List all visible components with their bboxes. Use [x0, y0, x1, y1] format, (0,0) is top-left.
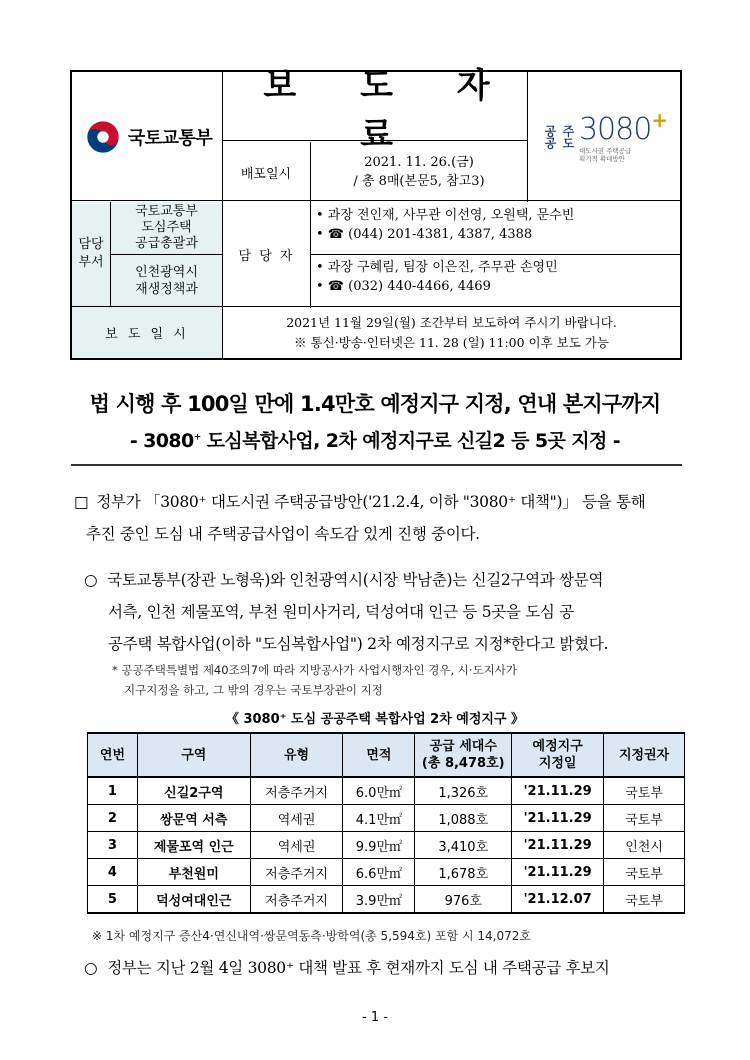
paragraph-2-line-1: 국토교통부(장관 노형욱)와 인천광역시(시장 박남춘)는 신길2구역과 쌍문역 [107, 571, 604, 589]
logo-3080-word1: 공공 [542, 125, 557, 149]
table-cell: '21.11.29 [512, 777, 604, 805]
table-cell: 6.0만㎡ [343, 777, 415, 805]
table-cell: 2 [88, 805, 138, 832]
department-label: 담당 부서 [72, 202, 110, 306]
table-cell: 저층주거지 [250, 777, 343, 805]
designated-districts-table [87, 732, 685, 914]
table-cell: '21.11.29 [512, 859, 604, 886]
table-cell: 6.6만㎡ [343, 859, 415, 886]
release-date-cell [310, 142, 528, 202]
broadcast-note: ※ 통신·방송·인터넷은 11. 28 (일) 11:00 이후 보도 가능 [294, 334, 609, 350]
report-time: 2021년 11월 29일(월) 조간부터 보도하여 주시기 바랍니다. [286, 314, 617, 330]
table-cell: 신길2구역 [137, 777, 250, 805]
footnote-1 [112, 660, 692, 700]
paragraph-2-line-3: 공주택 복합사업(이하 "도심복합사업") 2차 예정지구로 지정*한다고 밝혔다. [108, 635, 609, 653]
table-cell: 부천원미 [137, 859, 250, 886]
table-footnote: ※ 1차 예정지구 증산4·연신내역·쌍문역동측·방학역(총 5,594호) 포함 시 14,072호 [92, 929, 531, 943]
report-time-label: 보 도 일 시 [72, 307, 222, 358]
paragraph-1-line-2: 추진 중인 도심 내 주택공급사업이 속도감 있게 진행 중이다. [86, 525, 480, 543]
table-cell: '21.11.29 [512, 805, 604, 832]
department-1: 국토교통부 도심주택 공급총괄과 [111, 202, 222, 254]
table-cell: '21.12.07 [512, 886, 604, 914]
table-cell: 국토부 [604, 886, 685, 914]
headline: 법 시행 후 100일 만에 1.4만호 예정지구 지정, 연내 본지구까지 [89, 392, 661, 416]
table-cell: '21.11.29 [512, 832, 604, 859]
table-cell: 국토부 [604, 777, 685, 805]
table-cell: 976호 [415, 886, 512, 914]
contact-1-names: • 과장 전인재, 사무관 이선영, 오원택, 문수빈 [316, 208, 575, 223]
table-cell: 3,410호 [415, 832, 512, 859]
contact-label: 담 당 자 [238, 248, 295, 264]
table-cell: 제물포역 인근 [137, 832, 250, 859]
table-header: 연번 [88, 733, 138, 777]
ministry-name: 국토교통부 [127, 128, 213, 149]
page-number: - 1 - [362, 1010, 388, 1025]
ministry-logo [84, 118, 212, 156]
taegeuk-emblem-icon [84, 118, 122, 156]
contact-1-phone: • ☎ (044) 201-4381, 4387, 4388 [316, 227, 533, 242]
table-row [88, 777, 685, 805]
table-header: 공급 세대수 (총 8,478호) [415, 733, 512, 777]
logo-3080-number: 3080 [578, 111, 652, 147]
table-cell: 9.9만㎡ [343, 832, 415, 859]
logo-3080-word2: 주도 [560, 125, 575, 149]
press-release-header [70, 66, 682, 360]
logo-3080 [542, 107, 669, 163]
logo-3080-plus: + [651, 107, 669, 132]
table-cell: 역세권 [250, 805, 343, 832]
page-count: / 총 8매(본문5, 참고3) [353, 174, 485, 189]
table-cell: 쌍문역 서측 [137, 805, 250, 832]
table-cell: 국토부 [604, 805, 685, 832]
table-caption: 《 3080⁺ 도심 공공주택 복합사업 2차 예정지구 》 [225, 712, 525, 727]
square-bullet-icon: □ [74, 493, 89, 511]
table-cell: 4 [88, 859, 138, 886]
subheadline [0, 426, 750, 453]
page-title: 보 도 자 료 [263, 66, 516, 155]
contact-2 [316, 258, 558, 296]
contact-2-names: • 과장 구혜림, 팀장 이은진, 주무관 손영민 [316, 260, 558, 275]
table-cell: 1,326호 [415, 777, 512, 805]
paragraph-1 [74, 486, 694, 550]
paragraph-3 [84, 952, 704, 984]
subheadline-suffix: 도심복합사업, 2차 예정지구로 신길2 등 5곳 지정 - [200, 430, 621, 452]
logo-3080-cell [529, 72, 682, 202]
paragraph-2 [84, 564, 694, 660]
table-header: 구역 [137, 733, 250, 777]
table-cell: 역세권 [250, 832, 343, 859]
contact-1 [316, 206, 574, 244]
table-header-row [88, 733, 685, 777]
release-date: 2021. 11. 26.(금) [364, 155, 474, 170]
circle-bullet-icon: ○ [84, 571, 98, 589]
paragraph-2-line-2: 서측, 인천 제물포역, 부천 원미사거리, 덕성여대 인근 등 5곳을 도심 공 [108, 603, 574, 621]
contact-2-phone: • ☎ (032) 440-4466, 4469 [316, 279, 491, 294]
department-2: 인천광역시 재생정책과 [111, 255, 222, 306]
release-date-label: 배포일시 [240, 166, 292, 182]
table-row [88, 805, 685, 832]
table-cell: 1 [88, 777, 138, 805]
table-cell: 5 [88, 886, 138, 914]
logo-3080-caption1: 대도시권 주택공급 [578, 146, 632, 155]
table-cell: 3 [88, 832, 138, 859]
circle-bullet-icon: ○ [84, 959, 98, 977]
footnote-1-line-1: * 공공주택특별법 제40조의7에 따라 지방공사가 사업시행자인 경우, 시·도지사가 [112, 663, 517, 677]
table-header: 예정지구 지정일 [512, 733, 604, 777]
table-cell: 4.1만㎡ [343, 805, 415, 832]
table-header: 지정권자 [604, 733, 685, 777]
table-cell: 1,678호 [415, 859, 512, 886]
table-row [88, 859, 685, 886]
table-cell: 저층주거지 [250, 886, 343, 914]
table-row [88, 886, 685, 914]
ministry-logo-cell [72, 72, 224, 202]
table-header: 유형 [250, 733, 343, 777]
table-cell: 인천시 [604, 832, 685, 859]
table-cell: 3.9만㎡ [343, 886, 415, 914]
paragraph-1-line-1: 정부가 「3080⁺ 대도시권 주택공급방안('21.2.4, 이하 "3080⁺ 대책")」 등을 통해 [96, 493, 646, 511]
logo-3080-caption2: 획기적 확대방안 [578, 154, 625, 163]
table-cell: 국토부 [604, 859, 685, 886]
table-cell: 덕성여대인근 [137, 886, 250, 914]
headline-divider [71, 464, 682, 466]
subheadline-prefix: - 3080 [129, 430, 194, 452]
table-cell: 저층주거지 [250, 859, 343, 886]
table-row [88, 832, 685, 859]
paragraph-3-line-1: 정부는 지난 2월 4일 3080⁺ 대책 발표 후 현재까지 도심 내 주택공급 후보지 [107, 959, 610, 977]
table-cell: 1,088호 [415, 805, 512, 832]
report-time-cell [223, 307, 680, 358]
footnote-1-line-2: 지구지정을 하고, 그 밖의 경우는 국토부장관이 지정 [124, 683, 383, 697]
table-header: 면적 [343, 733, 415, 777]
subheadline-sup: + [193, 432, 201, 443]
